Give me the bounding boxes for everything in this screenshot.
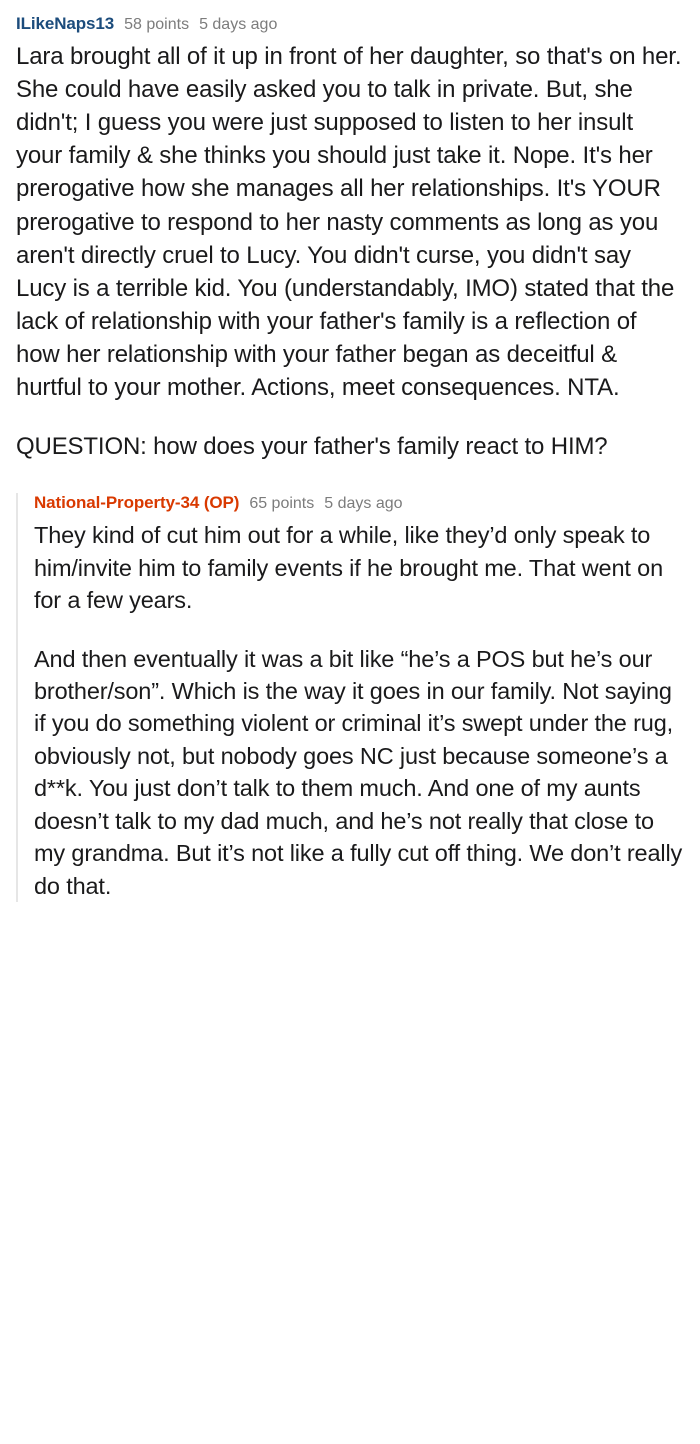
comment-points: 58 points: [124, 16, 190, 33]
comment-meta: [16, 14, 684, 40]
comment-reply: [16, 493, 684, 902]
reply-author[interactable]: National-Property-34 (OP): [34, 493, 240, 513]
comment-paragraph: Lara brought all of it up in front of her daughter, so that's on her. She could have easily asked you to talk in private. But, she didn't; I guess you were just supposed to listen to her insult your family & she thinks you should just take it. Nope. It's her prerogative how she manages all her relationships. It's YOUR prerogative to respond to her nasty comments as long as you aren't directly cruel to Lucy. You didn't curse, you didn't say Lucy is a terrible kid. You (understandably, IMO) stated that the lack of relationship with your father's family is a reflection of how her relationship with your father began as deceitful & hurtful to your mother. Actions, meet consequences. NTA.: [16, 43, 682, 402]
reply-meta: [34, 493, 684, 519]
reply-age: 5 days ago: [324, 495, 403, 513]
comment-body: [16, 40, 684, 463]
comment-paragraph: QUESTION: how does your father's family react to HIM?: [16, 433, 608, 461]
reply-paragraph: They kind of cut him out for a while, like they’d only speak to him/invite him to family events if he brought me. That went on for a few years.: [34, 522, 663, 614]
reply-points: 65 points: [249, 495, 315, 513]
reply-body: [34, 519, 684, 902]
reply-paragraph: And then eventually it was a bit like “he’s a POS but he’s our brother/son”. Which is the way it goes in our family. Not saying if you do something violent or criminal it’s swept under the rug, obviously not, but nobody goes NC just because someone’s a d**k. You just don’t talk to them much. And one of my aunts doesn’t talk to my dad much, and he’s not really that close to my grandma. But it’s not like a fully cut off thing. We don’t really do that.: [34, 645, 683, 899]
comment-age: 5 days ago: [199, 16, 278, 33]
comment-author[interactable]: ILikeNaps13: [16, 14, 115, 33]
bottom-spacer: [16, 902, 684, 926]
comment-top-level: [16, 14, 684, 902]
